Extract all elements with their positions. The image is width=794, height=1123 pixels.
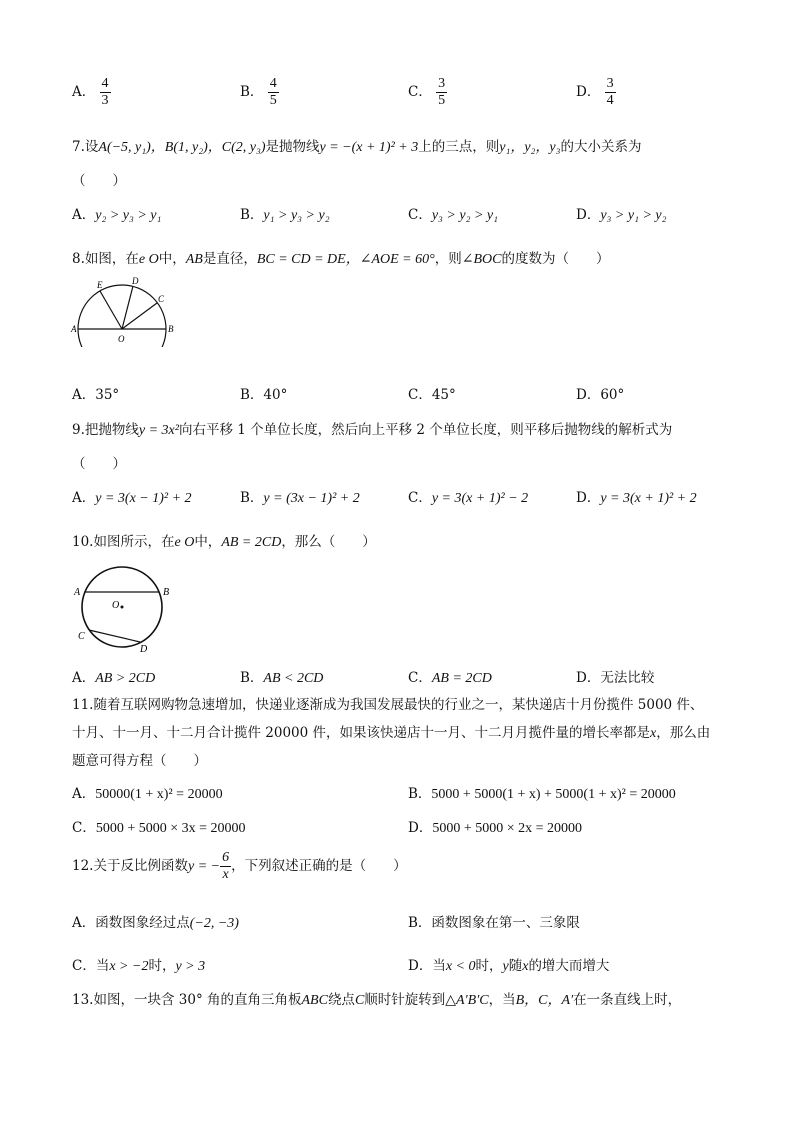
fraction: $\frac{4}{5}$ <box>269 76 277 108</box>
q11-option-c[interactable]: C．5000 + 5000 × 3x = 20000 <box>72 820 246 836</box>
q6-option-a[interactable]: A． $\frac{4}{3}$ <box>72 76 109 108</box>
q9-option-c[interactable]: C．y = 3(x + 1)² − 2 <box>408 490 529 506</box>
label-d: D <box>132 276 139 286</box>
fraction: $\frac{3}{5}$ <box>438 76 446 108</box>
center-dot <box>121 606 124 609</box>
q12-option-a[interactable]: A．函数图象经过点(−2, −3) <box>72 915 239 931</box>
q12-option-c[interactable]: C．当x > −2时，y > 3 <box>72 958 206 974</box>
q6-option-c[interactable]: C． $\frac{3}{5}$ <box>408 76 446 108</box>
q8-stem: 8.如图，在e O中，AB是直径，BC = CD = DE，∠AOE = 60°，则∠BOC的度数为（ ） <box>72 251 610 267</box>
q12-option-b[interactable]: B．函数图象在第一、三象限 <box>408 915 580 931</box>
fraction: $\frac{6}{x}$ <box>222 850 230 882</box>
q9-paren: （ ） <box>72 456 126 472</box>
q11-line1: 11.随着互联网购物急速增加，快递业逐渐成为我国发展最快的行业之一，某快递店十月份揽件 5000 件、 <box>72 697 704 713</box>
label-o: O <box>112 600 120 611</box>
q10-option-d[interactable]: D．无法比较 <box>576 670 655 686</box>
q12-stem: 12.关于反比例函数y = − $\frac{6}{x}$ ，下列叙述正确的是（ ） <box>72 850 407 882</box>
q9-option-b[interactable]: B．y = (3x − 1)² + 2 <box>240 490 360 506</box>
q12-option-d[interactable]: D．当x < 0时，y随x的增大而增大 <box>408 958 610 974</box>
q10-option-b[interactable]: B．AB < 2CD <box>240 670 324 686</box>
label-d: D <box>140 644 148 655</box>
q11-line2: 十月、十一月、十二月合计揽件 20000 件，如果该快递店十一月、十二月月揽件量的增长率都是x，那么由 <box>72 725 711 741</box>
q8-option-b[interactable]: B．40° <box>240 387 288 403</box>
q7-option-c[interactable]: C．y₃ > y₂ > y₁ <box>408 207 498 223</box>
q10-figure <box>70 562 180 656</box>
q7-paren: （ ） <box>72 173 126 189</box>
q11-line3: 题意可得方程（ ） <box>72 753 207 769</box>
label-a: A <box>71 324 77 334</box>
q11-option-a[interactable]: A．50000(1 + x)² = 20000 <box>72 786 223 802</box>
q13-stem: 13.如图，一块含 30° 角的直角三角板ABC绕点C顺时针旋转到△A′B′C，当B，C，A′在一条直线上时， <box>72 992 682 1008</box>
label-b: B <box>163 587 170 598</box>
q7-option-d[interactable]: D．y₃ > y₁ > y₂ <box>576 207 667 223</box>
q10-option-c[interactable]: C．AB = 2CD <box>408 670 492 686</box>
q7-option-a[interactable]: A．y₂ > y₃ > y₁ <box>72 207 162 223</box>
q8-option-d[interactable]: D．60° <box>576 387 625 403</box>
q7-stem: 7.设A(−5, y₁)，B(1, y₂)，C(2, y₃)是抛物线y = −(x + 1)² + 3上的三点，则y₁，y₂，y₃的大小关系为 <box>72 139 642 155</box>
q9-option-d[interactable]: D．y = 3(x + 1)² + 2 <box>576 490 697 506</box>
q8-figure <box>70 275 180 347</box>
q8-option-a[interactable]: A．35° <box>72 387 120 403</box>
q10-stem: 10.如图所示，在e O中，AB = 2CD，那么（ ） <box>72 534 376 550</box>
fraction: $\frac{4}{3}$ <box>101 76 109 108</box>
q9-option-a[interactable]: A．y = 3(x − 1)² + 2 <box>72 490 192 506</box>
radius-oe <box>100 291 122 329</box>
q9-stem: 9.把抛物线y = 3x²向右平移 1 个单位长度，然后向上平移 2 个单位长度，则平移后抛物线的解析式为 <box>72 422 673 438</box>
label-c: C <box>78 631 85 642</box>
chord-cd <box>89 630 140 642</box>
label-a: A <box>74 587 81 598</box>
q6-option-b[interactable]: B． $\frac{4}{5}$ <box>240 76 277 108</box>
q10-option-a[interactable]: A．AB > 2CD <box>72 670 156 686</box>
label-e: E <box>97 280 103 290</box>
label-c: C <box>158 294 165 304</box>
q7-option-b[interactable]: B．y₁ > y₃ > y₂ <box>240 207 330 223</box>
q11-option-b[interactable]: B．5000 + 5000(1 + x) + 5000(1 + x)² = 20000 <box>408 786 676 802</box>
fraction: $\frac{3}{4}$ <box>606 76 614 108</box>
q6-option-d[interactable]: D． $\frac{3}{4}$ <box>576 76 614 108</box>
label-b: B <box>168 324 174 334</box>
q11-option-d[interactable]: D．5000 + 5000 × 2x = 20000 <box>408 820 583 836</box>
q8-option-c[interactable]: C．45° <box>408 387 456 403</box>
label-o: O <box>118 334 125 344</box>
